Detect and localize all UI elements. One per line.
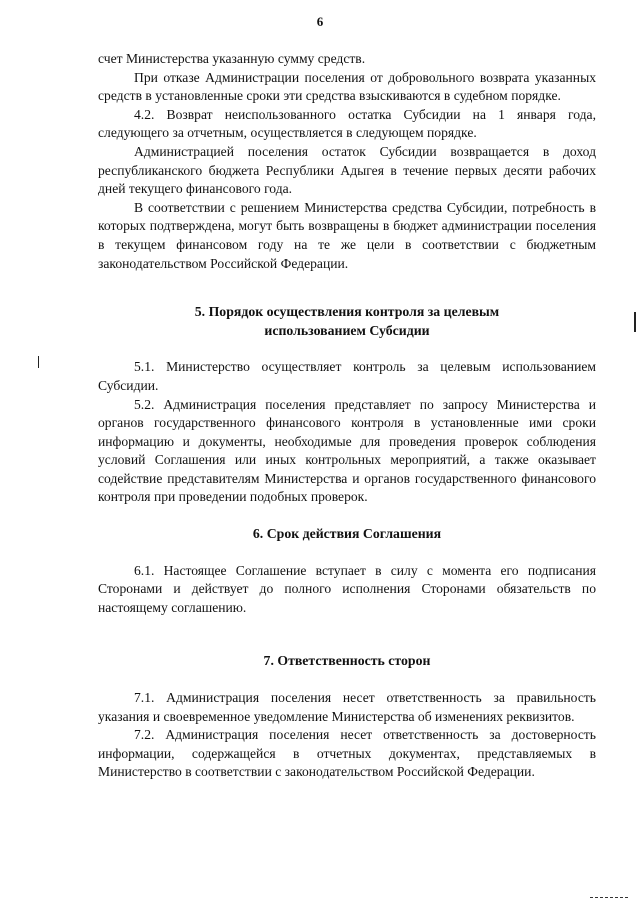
scan-mark-left xyxy=(38,356,39,368)
scan-mark-bottom xyxy=(590,897,628,898)
section-heading-7: 7. Ответственность сторон xyxy=(263,653,431,669)
section-heading-6: 6. Срок действия Соглашения xyxy=(252,526,442,542)
paragraph: 7.2. Администрация поселения несет ответственность за достоверность информации, содержащейся в отчетных документах, представляемых в Министерство в соответствии с законодательством Российской Федерации. xyxy=(98,727,596,780)
paragraph: 7.1. Администрация поселения несет ответственность за правильность указания и своевременное уведомление Министерства об изменениях реквизитов. xyxy=(98,690,596,724)
paragraph: При отказе Администрации поселения от добровольного возврата указанных средств в установленные сроки эти средства взыскиваются в судебном порядке. xyxy=(98,69,596,104)
paragraph: Администрацией поселения остаток Субсидии возвращается в доход республиканского бюджета Республики Адыгея в течение первых десяти рабочих дней текущего финансового года. xyxy=(98,143,596,197)
paragraph: 6.1. Настоящее Соглашение вступает в силу с момента его подписания Сторонами и действует до полного исполнения Сторонами обязательств по настоящему соглашению. xyxy=(98,562,596,615)
page-number: 6 xyxy=(316,14,324,29)
scan-mark-right xyxy=(634,312,636,332)
paragraph: 4.2. Возврат неиспользованного остатка Субсидии на 1 января года, следующего за отчетным, осуществляется в следующем порядке. xyxy=(98,106,596,141)
paragraph: счет Министерства указанную сумму средств. xyxy=(98,51,366,66)
paragraph: В соответствии с решением Министерства средства Субсидии, потребность в которых подтверждена, могут быть возвращены в бюджет администрации поселения в текущем финансовом году на те же цели в соответствии с бюджетным законодательством Российской Федерации. xyxy=(98,199,596,271)
section-heading-5: 5. Порядок осуществления контроля за целевым использованием Субсидии xyxy=(194,304,500,338)
paragraph: 5.1. Министерство осуществляет контроль за целевым использованием Субсидии. xyxy=(98,359,596,393)
document-body xyxy=(98,50,596,782)
paragraph: 5.2. Администрация поселения представляет по запросу Министерства и органов государственного финансового контроля в установленные ими сроки информацию и документы, необходимые для проведения проверок соблюдения условий Соглашения или иных контрольных мероприятий, а также оказывает содействие представителям Министерства и органов государственного финансового контроля при проведении подобных проверок. xyxy=(98,396,596,505)
